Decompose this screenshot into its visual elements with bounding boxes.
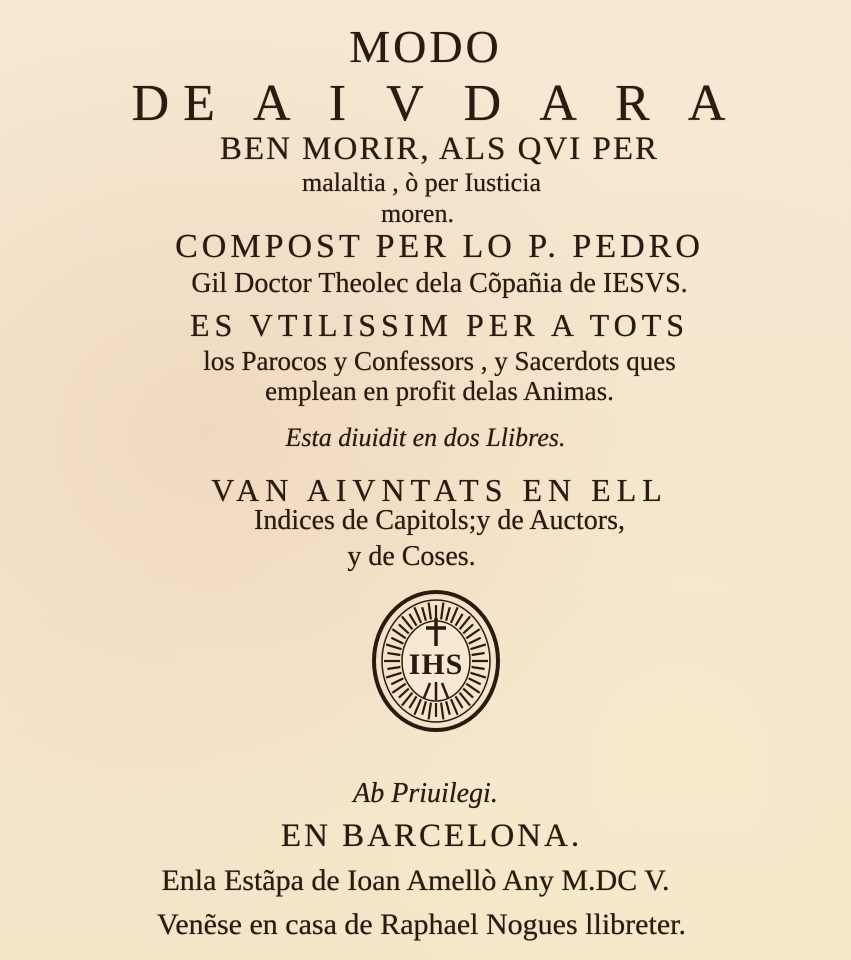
imprint-city: EN BARCELONA. — [280, 818, 583, 854]
seal-ray — [471, 673, 486, 678]
seal-ray — [399, 689, 409, 698]
seal-ray — [414, 607, 421, 623]
imprint-press: Enla Estãpa de Ioan Amellò Any M.DC V. — [161, 864, 670, 897]
divided-note: Esta diuidit en dos Llibres. — [285, 423, 566, 452]
seal-ray — [386, 644, 401, 649]
seal-ray — [429, 703, 431, 720]
seal-ray — [466, 684, 479, 693]
title-line-ben-morir: BEN MORIR, ALS QVI PER — [219, 131, 660, 167]
seal-ray — [391, 678, 403, 684]
seal-ray — [414, 699, 421, 715]
additions-line-coses: y de Coses. — [347, 541, 476, 572]
author-line-gil-doctor: Gil Doctor Theolec dela Cõpañia de IESVS. — [191, 268, 688, 299]
seal-ray — [422, 607, 426, 620]
seal-ray — [472, 667, 485, 669]
title-line-modo: MODO — [349, 21, 502, 72]
seal-ray — [386, 673, 401, 678]
seal-ray — [469, 638, 481, 644]
seal-ray — [409, 696, 416, 708]
seal-ray — [471, 644, 486, 649]
seal-ray — [422, 701, 426, 714]
seal-ray — [387, 667, 400, 669]
seal-ray — [399, 624, 409, 633]
seal-monogram: IHS — [408, 648, 464, 681]
seal-ray — [429, 603, 431, 620]
usefulness-line-animas: emplean en profit delas Animas. — [265, 376, 614, 406]
title-line-moren: moren. — [381, 199, 454, 228]
seal-ray — [409, 614, 416, 626]
seal-ray — [441, 703, 443, 720]
seal-ray — [451, 699, 458, 715]
title-line-malaltia: malaltia , ò per Iusticia — [302, 168, 541, 197]
seal-ray — [392, 684, 405, 693]
seal-ray — [472, 653, 485, 655]
seal-ray — [456, 614, 463, 626]
seal-ray — [463, 689, 473, 698]
additions-line-van-aiuntats: VAN AIVNTATS EN ELL — [211, 472, 668, 508]
jesuit-ihs-seal-icon — [370, 588, 502, 734]
seal-ray — [469, 678, 481, 684]
seal-ray — [466, 629, 479, 638]
seal-ray — [456, 696, 463, 708]
seal-ray — [463, 624, 473, 633]
privilege-line: Ab Priuilegi. — [353, 778, 498, 809]
title-line-de-aiudar-a: DE A I V D A R A — [131, 75, 740, 132]
seal-ray — [387, 653, 400, 655]
seal-ray — [451, 607, 458, 623]
imprint-seller: Venẽse en casa de Raphael Nogues llibreter. — [157, 908, 686, 941]
additions-line-indices: Indices de Capitols;y de Auctors, — [254, 505, 625, 536]
seal-ray — [446, 701, 450, 714]
seal-ray — [446, 607, 450, 620]
usefulness-line-es-utilissim: ES VTILISSIM PER A TOTS — [189, 307, 690, 343]
seal-ray — [392, 629, 405, 638]
seal-ray — [391, 638, 403, 644]
seal-ray — [441, 603, 443, 620]
author-line-compost: COMPOST PER LO P. PEDRO — [175, 228, 704, 265]
usefulness-line-parocos: los Parocos y Confessors , y Sacerdots ques — [203, 346, 676, 376]
